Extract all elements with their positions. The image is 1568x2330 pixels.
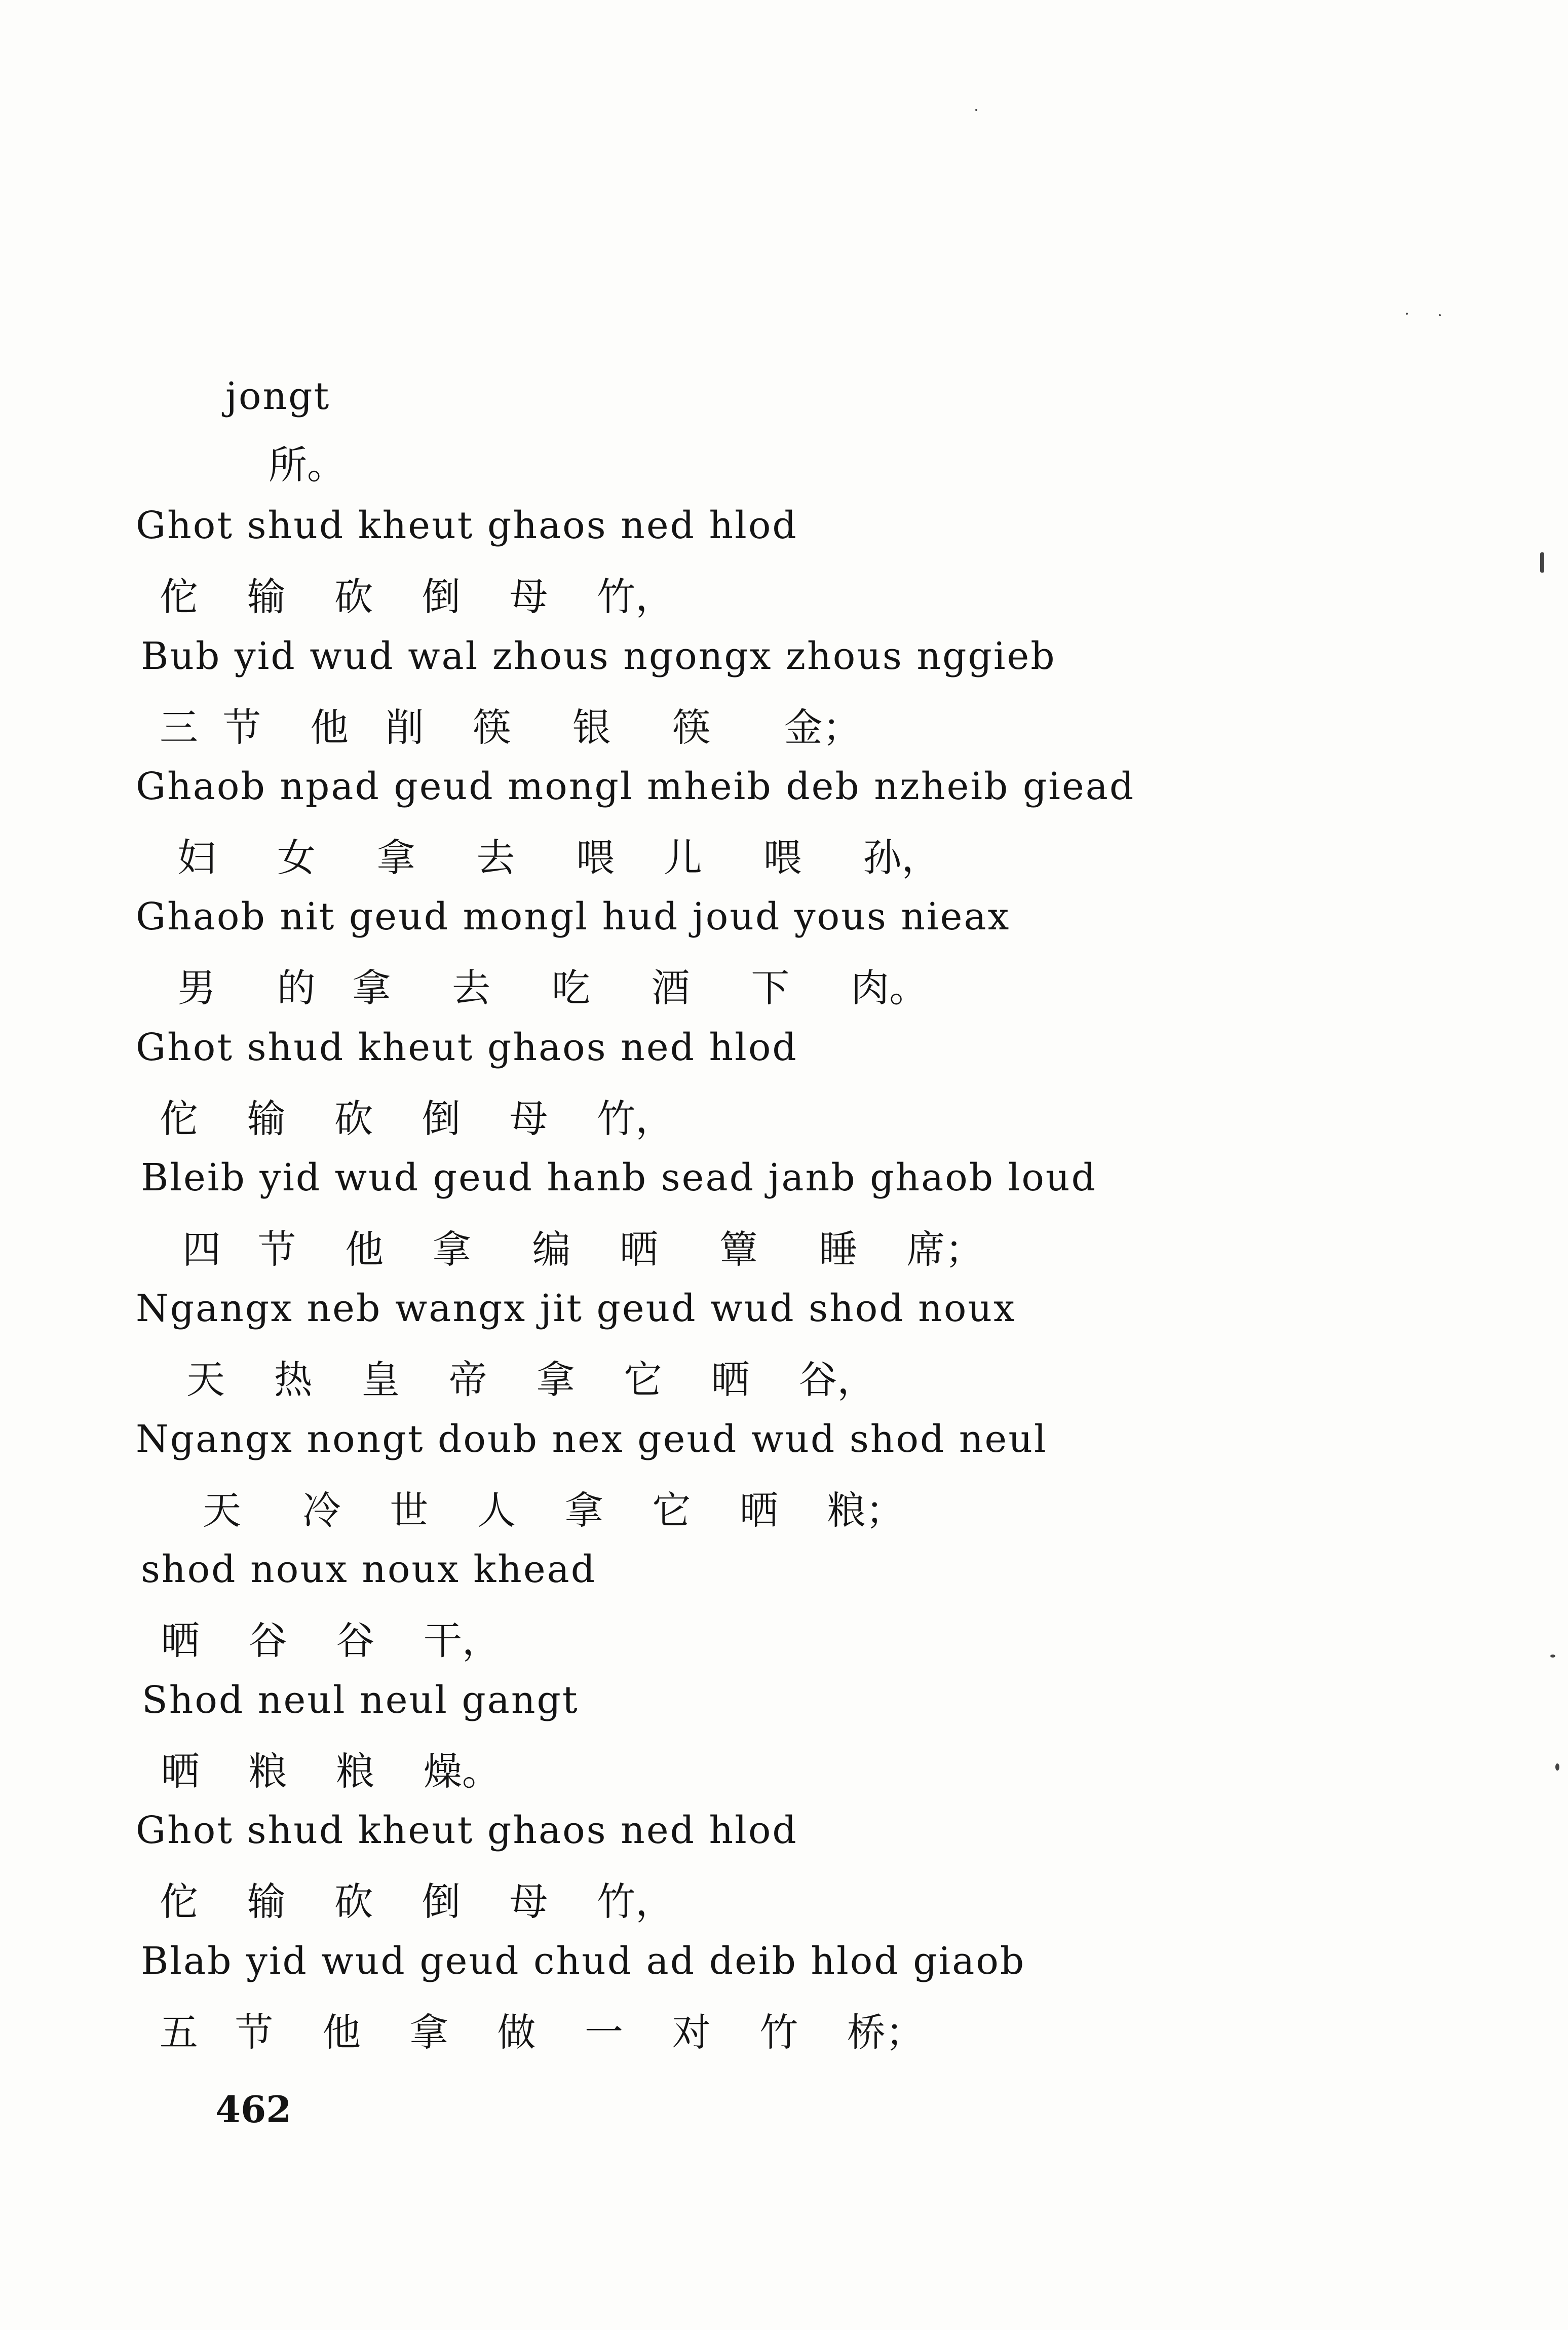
- text-line: Ghot shud kheut ghaos ned hlod: [136, 1809, 798, 1852]
- text-line: 天 热 皇 帝 拿 它 晒 谷，: [186, 1357, 876, 1402]
- scan-speck: [1555, 1763, 1559, 1771]
- text-line: 佗 输 砍 倒 母 竹，: [160, 574, 674, 619]
- text-line: 佗 输 砍 倒 母 竹，: [160, 1096, 674, 1141]
- text-line: 晒 谷 谷 干，: [161, 1618, 501, 1663]
- text-line: 所。: [269, 442, 346, 487]
- text-line: 五 节 他 拿 做 一 对 竹 桥；: [160, 2010, 924, 2055]
- text-line: 四 节 他 拿 编 晒 簟 睡 席；: [182, 1227, 984, 1272]
- text-line: Bleib yid wud geud hanb sead janb ghaob loud: [141, 1156, 1097, 1199]
- text-line: 天 冷 世 人 拿 它 晒 粮；: [203, 1488, 904, 1533]
- text-line: Bub yid wud wal zhous ngongx zhous nggieb: [141, 634, 1056, 678]
- text-line: Ghot shud kheut ghaos ned hlod: [136, 504, 798, 547]
- text-line: Blab yid wud geud chud ad deib hlod giaob: [141, 1939, 1026, 1983]
- scan-speck: [975, 109, 977, 111]
- text-line: Ngangx neb wangx jit geud wud shod noux: [136, 1287, 1016, 1330]
- scan-speck: [1540, 552, 1544, 573]
- text-line: Ghot shud kheut ghaos ned hlod: [136, 1026, 798, 1069]
- text-line: Ghaob npad geud mongl mheib deb nzheib giead: [136, 765, 1135, 808]
- text-line: 男 的 拿 去 吃 酒 下 肉。: [177, 965, 928, 1010]
- text-line: 妇 女 拿 去 喂 儿 喂 孙，: [177, 835, 940, 880]
- scan-speck: [1439, 314, 1441, 316]
- text-line: Ngangx nongt doub nex geud wud shod neul: [136, 1417, 1048, 1461]
- scan-speck: [1550, 1655, 1555, 1658]
- text-line: jongt: [225, 374, 331, 418]
- page-number: 462: [215, 2088, 292, 2131]
- text-line: shod noux noux khead: [141, 1548, 597, 1591]
- text-line: 三 节 他 削 筷 银 筷 金；: [160, 705, 861, 750]
- text-line: 晒 粮 粮 燥。: [161, 1749, 501, 1794]
- text-line: Shod neul neul gangt: [142, 1678, 579, 1722]
- text-line: Ghaob nit geud mongl hud joud yous nieax: [136, 895, 1011, 938]
- text-line: 佗 输 砍 倒 母 竹，: [160, 1879, 674, 1924]
- scan-speck: [1406, 313, 1408, 315]
